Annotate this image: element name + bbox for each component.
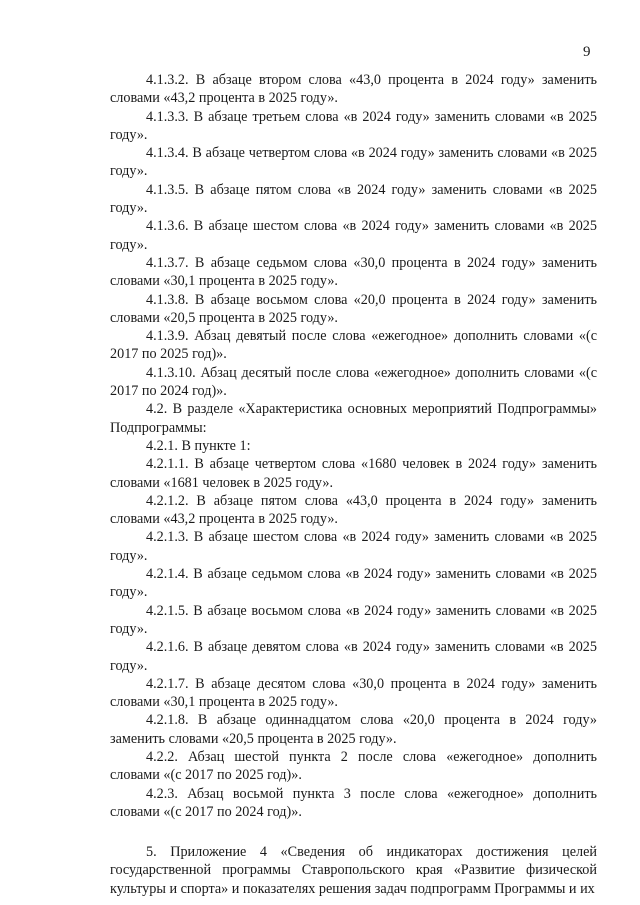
- page-number: 9: [583, 44, 591, 60]
- paragraph-4-2-1-1: 4.2.1.1. В абзаце четвертом слова «1680 человек в 2024 году» заменить словами «1681 человек в 2025 году».: [110, 456, 597, 491]
- paragraph-4-1-3-9: 4.1.3.9. Абзац девятый после слова «ежегодное» дополнить словами «(с 2017 по 2025 год)».: [110, 328, 597, 363]
- paragraph-4-1-3-7: 4.1.3.7. В абзаце седьмом слова «30,0 процента в 2024 году» заменить словами «30,1 процента в 2025 году».: [110, 254, 597, 290]
- paragraph-4-2-3: 4.2.3. Абзац восьмой пункта 3 после слова «ежегодное» дополнить словами «(с 2017 по 2024 год)».: [110, 785, 597, 820]
- paragraph-4-2-1-5: 4.2.1.5. В абзаце восьмом слова «в 2024 году» заменить словами «в 2025 году».: [110, 602, 597, 637]
- paragraph-4-2-1-4: 4.2.1.4. В абзаце седьмом слова «в 2024 году» заменить словами «в 2025 году».: [110, 566, 597, 601]
- paragraph-4-1-3-4: 4.1.3.4. В абзаце четвертом слова «в 2024 году» заменить словами «в 2025 году».: [110, 145, 597, 180]
- paragraph-4-2-1: 4.2.1. В пункте 1:: [146, 437, 251, 454]
- paragraph-4-1-3-3: 4.1.3.3. В абзаце третьем слова «в 2024 году» заменить словами «в 2025 году».: [110, 108, 597, 143]
- paragraph-4-1-3-8: 4.1.3.8. В абзаце восьмом слова «20,0 процента в 2024 году» заменить словами «20,5 процента в 2025 году».: [110, 291, 597, 326]
- paragraph-4-2-1-6: 4.2.1.6. В абзаце девятом слова «в 2024 году» заменить словами «в 2025 году».: [110, 639, 597, 674]
- document-body: [110, 71, 597, 898]
- paragraph-4-1-3-6: 4.1.3.6. В абзаце шестом слова «в 2024 году» заменить словами «в 2025 году».: [110, 218, 597, 253]
- paragraph-4-2: 4.2. В разделе «Характеристика основных мероприятий Подпрограммы» Подпрограммы:: [110, 401, 597, 436]
- paragraph-4-1-3-2: 4.1.3.2. В абзаце втором слова «43,0 процента в 2024 году» заменить словами «43,2 процента в 2025 году».: [110, 72, 597, 107]
- paragraph-4-1-3-5: 4.1.3.5. В абзаце пятом слова «в 2024 году» заменить словами «в 2025 году».: [110, 181, 597, 217]
- paragraph-4-1-3-10: 4.1.3.10. Абзац десятый после слова «ежегодное» дополнить словами «(с 2017 по 2024 год)».: [110, 364, 597, 400]
- paragraph-5: 5. Приложение 4 «Сведения об индикаторах достижения целей государственной программы Ставропольского края «Развитие физической культуры и спорта» и показателях решения задач подпрограмм Программы и их: [110, 844, 597, 897]
- paragraph-4-2-1-2: 4.2.1.2. В абзаце пятом слова «43,0 процента в 2024 году» заменить словами «43,2 процента в 2025 году».: [110, 492, 597, 528]
- paragraph-4-2-1-3: 4.2.1.3. В абзаце шестом слова «в 2024 году» заменить словами «в 2025 году».: [110, 529, 597, 564]
- paragraph-4-2-2: 4.2.2. Абзац шестой пункта 2 после слова «ежегодное» дополнить словами «(с 2017 по 2025 год)».: [110, 748, 597, 784]
- paragraph-4-2-1-8: 4.2.1.8. В абзаце одиннадцатом слова «20,0 процента в 2024 году» заменить словами «20,5 процента в 2025 году».: [110, 712, 597, 747]
- paragraph-4-2-1-7: 4.2.1.7. В абзаце десятом слова «30,0 процента в 2024 году» заменить словами «30,1 процента в 2025 году».: [110, 675, 597, 711]
